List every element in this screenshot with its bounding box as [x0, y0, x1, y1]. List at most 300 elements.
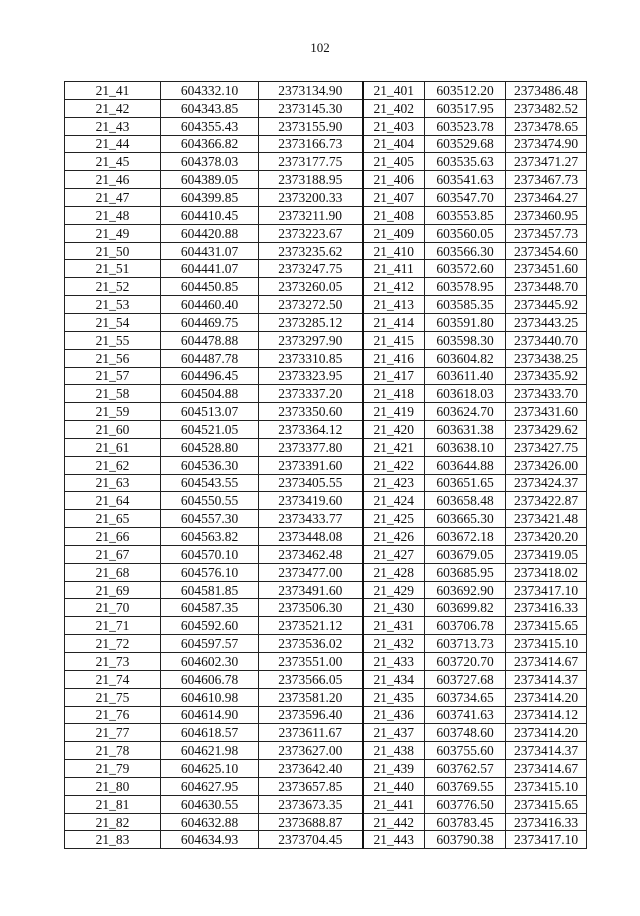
y-coordinate-right: 2373435.92 — [506, 367, 587, 385]
table-row — [65, 82, 587, 100]
x-coordinate-left: 604625.10 — [161, 760, 259, 778]
table-row — [65, 563, 587, 581]
point-id-right: 21_421 — [363, 438, 425, 456]
x-coordinate-left: 604478.88 — [161, 331, 259, 349]
y-coordinate-right: 2373424.37 — [506, 474, 587, 492]
x-coordinate-right: 603783.45 — [425, 813, 506, 831]
y-coordinate-left: 2373297.90 — [259, 331, 363, 349]
y-coordinate-right: 2373417.10 — [506, 581, 587, 599]
point-id-left: 21_60 — [65, 421, 161, 439]
x-coordinate-right: 603651.65 — [425, 474, 506, 492]
y-coordinate-left: 2373145.30 — [259, 99, 363, 117]
point-id-right: 21_435 — [363, 688, 425, 706]
x-coordinate-right: 603776.50 — [425, 795, 506, 813]
table-row — [65, 278, 587, 296]
y-coordinate-left: 2373536.02 — [259, 635, 363, 653]
point-id-right: 21_437 — [363, 724, 425, 742]
point-id-left: 21_45 — [65, 153, 161, 171]
x-coordinate-right: 603644.88 — [425, 456, 506, 474]
y-coordinate-right: 2373426.00 — [506, 456, 587, 474]
point-id-left: 21_66 — [65, 528, 161, 546]
point-id-left: 21_43 — [65, 117, 161, 135]
x-coordinate-right: 603553.85 — [425, 206, 506, 224]
point-id-right: 21_420 — [363, 421, 425, 439]
point-id-right: 21_403 — [363, 117, 425, 135]
y-coordinate-right: 2373467.73 — [506, 171, 587, 189]
y-coordinate-left: 2373285.12 — [259, 313, 363, 331]
y-coordinate-left: 2373551.00 — [259, 653, 363, 671]
y-coordinate-left: 2373521.12 — [259, 617, 363, 635]
x-coordinate-right: 603672.18 — [425, 528, 506, 546]
x-coordinate-right: 603547.70 — [425, 189, 506, 207]
point-id-right: 21_417 — [363, 367, 425, 385]
table-row — [65, 599, 587, 617]
y-coordinate-right: 2373414.37 — [506, 742, 587, 760]
y-coordinate-right: 2373421.48 — [506, 510, 587, 528]
x-coordinate-right: 603517.95 — [425, 99, 506, 117]
y-coordinate-right: 2373415.10 — [506, 635, 587, 653]
x-coordinate-left: 604563.82 — [161, 528, 259, 546]
x-coordinate-right: 603713.73 — [425, 635, 506, 653]
x-coordinate-left: 604521.05 — [161, 421, 259, 439]
x-coordinate-left: 604543.55 — [161, 474, 259, 492]
point-id-right: 21_424 — [363, 492, 425, 510]
y-coordinate-left: 2373673.35 — [259, 795, 363, 813]
y-coordinate-right: 2373482.52 — [506, 99, 587, 117]
point-id-left: 21_59 — [65, 403, 161, 421]
x-coordinate-right: 603685.95 — [425, 563, 506, 581]
x-coordinate-right: 603578.95 — [425, 278, 506, 296]
y-coordinate-left: 2373310.85 — [259, 349, 363, 367]
y-coordinate-right: 2373454.60 — [506, 242, 587, 260]
page-number: 102 — [310, 40, 330, 55]
point-id-left: 21_77 — [65, 724, 161, 742]
x-coordinate-right: 603720.70 — [425, 653, 506, 671]
y-coordinate-left: 2373448.08 — [259, 528, 363, 546]
point-id-right: 21_425 — [363, 510, 425, 528]
coordinates-table — [64, 81, 587, 849]
table-row — [65, 313, 587, 331]
table-row — [65, 171, 587, 189]
point-id-right: 21_401 — [363, 82, 425, 100]
x-coordinate-left: 604592.60 — [161, 617, 259, 635]
table-row — [65, 831, 587, 849]
point-id-left: 21_62 — [65, 456, 161, 474]
y-coordinate-right: 2373420.20 — [506, 528, 587, 546]
point-id-left: 21_69 — [65, 581, 161, 599]
y-coordinate-right: 2373474.90 — [506, 135, 587, 153]
x-coordinate-right: 603512.20 — [425, 82, 506, 100]
x-coordinate-right: 603692.90 — [425, 581, 506, 599]
point-id-left: 21_68 — [65, 563, 161, 581]
x-coordinate-right: 603741.63 — [425, 706, 506, 724]
point-id-right: 21_405 — [363, 153, 425, 171]
x-coordinate-left: 604630.55 — [161, 795, 259, 813]
y-coordinate-left: 2373391.60 — [259, 456, 363, 474]
y-coordinate-left: 2373247.75 — [259, 260, 363, 278]
point-id-right: 21_438 — [363, 742, 425, 760]
point-id-left: 21_71 — [65, 617, 161, 635]
y-coordinate-left: 2373323.95 — [259, 367, 363, 385]
point-id-right: 21_436 — [363, 706, 425, 724]
y-coordinate-right: 2373418.02 — [506, 563, 587, 581]
table-row — [65, 760, 587, 778]
x-coordinate-left: 604606.78 — [161, 670, 259, 688]
table-row — [65, 349, 587, 367]
x-coordinate-left: 604513.07 — [161, 403, 259, 421]
x-coordinate-left: 604634.93 — [161, 831, 259, 849]
table-row — [65, 331, 587, 349]
table-row — [65, 242, 587, 260]
point-id-right: 21_402 — [363, 99, 425, 117]
x-coordinate-left: 604450.85 — [161, 278, 259, 296]
y-coordinate-left: 2373491.60 — [259, 581, 363, 599]
x-coordinate-right: 603624.70 — [425, 403, 506, 421]
point-id-right: 21_404 — [363, 135, 425, 153]
point-id-left: 21_55 — [65, 331, 161, 349]
x-coordinate-left: 604378.03 — [161, 153, 259, 171]
point-id-right: 21_431 — [363, 617, 425, 635]
point-id-left: 21_61 — [65, 438, 161, 456]
x-coordinate-right: 603631.38 — [425, 421, 506, 439]
coordinates-table-body — [65, 82, 587, 849]
x-coordinate-right: 603769.55 — [425, 777, 506, 795]
table-row — [65, 153, 587, 171]
point-id-left: 21_52 — [65, 278, 161, 296]
x-coordinate-left: 604597.57 — [161, 635, 259, 653]
y-coordinate-left: 2373506.30 — [259, 599, 363, 617]
y-coordinate-right: 2373414.67 — [506, 760, 587, 778]
x-coordinate-left: 604389.05 — [161, 171, 259, 189]
y-coordinate-right: 2373416.33 — [506, 599, 587, 617]
y-coordinate-right: 2373414.20 — [506, 688, 587, 706]
y-coordinate-left: 2373260.05 — [259, 278, 363, 296]
y-coordinate-right: 2373440.70 — [506, 331, 587, 349]
table-row — [65, 724, 587, 742]
point-id-left: 21_57 — [65, 367, 161, 385]
y-coordinate-left: 2373581.20 — [259, 688, 363, 706]
y-coordinate-left: 2373704.45 — [259, 831, 363, 849]
x-coordinate-right: 603658.48 — [425, 492, 506, 510]
x-coordinate-right: 603572.60 — [425, 260, 506, 278]
x-coordinate-left: 604614.90 — [161, 706, 259, 724]
point-id-left: 21_75 — [65, 688, 161, 706]
table-row — [65, 474, 587, 492]
table-row — [65, 706, 587, 724]
y-coordinate-right: 2373431.60 — [506, 403, 587, 421]
x-coordinate-left: 604460.40 — [161, 296, 259, 314]
point-id-left: 21_56 — [65, 349, 161, 367]
point-id-left: 21_73 — [65, 653, 161, 671]
y-coordinate-right: 2373460.95 — [506, 206, 587, 224]
y-coordinate-right: 2373415.10 — [506, 777, 587, 795]
point-id-left: 21_83 — [65, 831, 161, 849]
y-coordinate-right: 2373429.62 — [506, 421, 587, 439]
point-id-right: 21_418 — [363, 385, 425, 403]
y-coordinate-right: 2373414.20 — [506, 724, 587, 742]
y-coordinate-right: 2373416.33 — [506, 813, 587, 831]
x-coordinate-left: 604621.98 — [161, 742, 259, 760]
table-row — [65, 99, 587, 117]
point-id-left: 21_81 — [65, 795, 161, 813]
x-coordinate-right: 603585.35 — [425, 296, 506, 314]
y-coordinate-right: 2373433.70 — [506, 385, 587, 403]
table-row — [65, 617, 587, 635]
point-id-left: 21_79 — [65, 760, 161, 778]
point-id-right: 21_406 — [363, 171, 425, 189]
point-id-right: 21_442 — [363, 813, 425, 831]
point-id-left: 21_47 — [65, 189, 161, 207]
y-coordinate-left: 2373405.55 — [259, 474, 363, 492]
y-coordinate-right: 2373448.70 — [506, 278, 587, 296]
x-coordinate-right: 603790.38 — [425, 831, 506, 849]
x-coordinate-left: 604487.78 — [161, 349, 259, 367]
x-coordinate-left: 604332.10 — [161, 82, 259, 100]
point-id-right: 21_413 — [363, 296, 425, 314]
y-coordinate-left: 2373419.60 — [259, 492, 363, 510]
x-coordinate-right: 603591.80 — [425, 313, 506, 331]
point-id-left: 21_67 — [65, 545, 161, 563]
y-coordinate-right: 2373438.25 — [506, 349, 587, 367]
table-row — [65, 742, 587, 760]
y-coordinate-left: 2373211.90 — [259, 206, 363, 224]
point-id-right: 21_422 — [363, 456, 425, 474]
point-id-left: 21_54 — [65, 313, 161, 331]
table-row — [65, 777, 587, 795]
y-coordinate-left: 2373235.62 — [259, 242, 363, 260]
table-row — [65, 135, 587, 153]
x-coordinate-right: 603541.63 — [425, 171, 506, 189]
y-coordinate-right: 2373422.87 — [506, 492, 587, 510]
x-coordinate-right: 603604.82 — [425, 349, 506, 367]
x-coordinate-left: 604420.88 — [161, 224, 259, 242]
x-coordinate-right: 603523.78 — [425, 117, 506, 135]
point-id-left: 21_42 — [65, 99, 161, 117]
y-coordinate-left: 2373627.00 — [259, 742, 363, 760]
point-id-right: 21_414 — [363, 313, 425, 331]
point-id-left: 21_82 — [65, 813, 161, 831]
y-coordinate-left: 2373611.67 — [259, 724, 363, 742]
point-id-right: 21_430 — [363, 599, 425, 617]
y-coordinate-right: 2373486.48 — [506, 82, 587, 100]
x-coordinate-left: 604570.10 — [161, 545, 259, 563]
point-id-left: 21_41 — [65, 82, 161, 100]
point-id-left: 21_80 — [65, 777, 161, 795]
y-coordinate-right: 2373443.25 — [506, 313, 587, 331]
table-row — [65, 528, 587, 546]
point-id-right: 21_441 — [363, 795, 425, 813]
y-coordinate-left: 2373642.40 — [259, 760, 363, 778]
point-id-right: 21_419 — [363, 403, 425, 421]
y-coordinate-left: 2373596.40 — [259, 706, 363, 724]
x-coordinate-left: 604550.55 — [161, 492, 259, 510]
y-coordinate-right: 2373464.27 — [506, 189, 587, 207]
y-coordinate-right: 2373414.67 — [506, 653, 587, 671]
y-coordinate-right: 2373414.12 — [506, 706, 587, 724]
x-coordinate-left: 604469.75 — [161, 313, 259, 331]
point-id-left: 21_46 — [65, 171, 161, 189]
x-coordinate-left: 604496.45 — [161, 367, 259, 385]
x-coordinate-left: 604355.43 — [161, 117, 259, 135]
x-coordinate-left: 604366.82 — [161, 135, 259, 153]
point-id-right: 21_432 — [363, 635, 425, 653]
x-coordinate-right: 603699.82 — [425, 599, 506, 617]
point-id-right: 21_428 — [363, 563, 425, 581]
x-coordinate-left: 604581.85 — [161, 581, 259, 599]
x-coordinate-left: 604536.30 — [161, 456, 259, 474]
y-coordinate-left: 2373166.73 — [259, 135, 363, 153]
x-coordinate-left: 604528.80 — [161, 438, 259, 456]
point-id-left: 21_53 — [65, 296, 161, 314]
x-coordinate-left: 604618.57 — [161, 724, 259, 742]
x-coordinate-right: 603535.63 — [425, 153, 506, 171]
point-id-right: 21_407 — [363, 189, 425, 207]
point-id-right: 21_440 — [363, 777, 425, 795]
y-coordinate-right: 2373427.75 — [506, 438, 587, 456]
y-coordinate-left: 2373566.05 — [259, 670, 363, 688]
point-id-right: 21_409 — [363, 224, 425, 242]
table-row — [65, 635, 587, 653]
table-row — [65, 438, 587, 456]
y-coordinate-left: 2373188.95 — [259, 171, 363, 189]
y-coordinate-right: 2373417.10 — [506, 831, 587, 849]
table-row — [65, 492, 587, 510]
point-id-left: 21_63 — [65, 474, 161, 492]
y-coordinate-right: 2373419.05 — [506, 545, 587, 563]
point-id-right: 21_416 — [363, 349, 425, 367]
y-coordinate-right: 2373471.27 — [506, 153, 587, 171]
x-coordinate-right: 603727.68 — [425, 670, 506, 688]
point-id-right: 21_412 — [363, 278, 425, 296]
x-coordinate-right: 603748.60 — [425, 724, 506, 742]
point-id-right: 21_443 — [363, 831, 425, 849]
table-row — [65, 117, 587, 135]
x-coordinate-left: 604576.10 — [161, 563, 259, 581]
x-coordinate-left: 604610.98 — [161, 688, 259, 706]
x-coordinate-left: 604431.07 — [161, 242, 259, 260]
y-coordinate-left: 2373350.60 — [259, 403, 363, 421]
x-coordinate-left: 604441.07 — [161, 260, 259, 278]
y-coordinate-left: 2373477.00 — [259, 563, 363, 581]
table-row — [65, 670, 587, 688]
point-id-left: 21_49 — [65, 224, 161, 242]
point-id-left: 21_74 — [65, 670, 161, 688]
table-row — [65, 403, 587, 421]
x-coordinate-right: 603755.60 — [425, 742, 506, 760]
table-row — [65, 510, 587, 528]
point-id-right: 21_427 — [363, 545, 425, 563]
point-id-left: 21_72 — [65, 635, 161, 653]
y-coordinate-right: 2373415.65 — [506, 795, 587, 813]
x-coordinate-right: 603598.30 — [425, 331, 506, 349]
x-coordinate-right: 603665.30 — [425, 510, 506, 528]
x-coordinate-right: 603566.30 — [425, 242, 506, 260]
y-coordinate-left: 2373134.90 — [259, 82, 363, 100]
y-coordinate-left: 2373200.33 — [259, 189, 363, 207]
point-id-right: 21_429 — [363, 581, 425, 599]
table-row — [65, 189, 587, 207]
point-id-right: 21_434 — [363, 670, 425, 688]
table-row — [65, 545, 587, 563]
y-coordinate-left: 2373177.75 — [259, 153, 363, 171]
table-row — [65, 456, 587, 474]
point-id-right: 21_433 — [363, 653, 425, 671]
x-coordinate-left: 604343.85 — [161, 99, 259, 117]
x-coordinate-right: 603529.68 — [425, 135, 506, 153]
y-coordinate-right: 2373445.92 — [506, 296, 587, 314]
y-coordinate-left: 2373377.80 — [259, 438, 363, 456]
x-coordinate-left: 604587.35 — [161, 599, 259, 617]
y-coordinate-right: 2373415.65 — [506, 617, 587, 635]
point-id-right: 21_411 — [363, 260, 425, 278]
point-id-left: 21_50 — [65, 242, 161, 260]
point-id-left: 21_48 — [65, 206, 161, 224]
table-row — [65, 296, 587, 314]
y-coordinate-left: 2373462.48 — [259, 545, 363, 563]
table-row — [65, 224, 587, 242]
point-id-right: 21_439 — [363, 760, 425, 778]
point-id-right: 21_426 — [363, 528, 425, 546]
x-coordinate-right: 603762.57 — [425, 760, 506, 778]
table-row — [65, 653, 587, 671]
x-coordinate-right: 603611.40 — [425, 367, 506, 385]
table-row — [65, 367, 587, 385]
y-coordinate-left: 2373688.87 — [259, 813, 363, 831]
y-coordinate-left: 2373657.85 — [259, 777, 363, 795]
point-id-left: 21_76 — [65, 706, 161, 724]
x-coordinate-left: 604557.30 — [161, 510, 259, 528]
x-coordinate-right: 603734.65 — [425, 688, 506, 706]
point-id-right: 21_410 — [363, 242, 425, 260]
x-coordinate-left: 604399.85 — [161, 189, 259, 207]
y-coordinate-right: 2373478.65 — [506, 117, 587, 135]
x-coordinate-left: 604602.30 — [161, 653, 259, 671]
y-coordinate-left: 2373337.20 — [259, 385, 363, 403]
x-coordinate-right: 603560.05 — [425, 224, 506, 242]
y-coordinate-left: 2373364.12 — [259, 421, 363, 439]
point-id-left: 21_78 — [65, 742, 161, 760]
point-id-right: 21_408 — [363, 206, 425, 224]
table-row — [65, 795, 587, 813]
y-coordinate-right: 2373414.37 — [506, 670, 587, 688]
table-row — [65, 581, 587, 599]
point-id-left: 21_58 — [65, 385, 161, 403]
x-coordinate-left: 604504.88 — [161, 385, 259, 403]
table-row — [65, 385, 587, 403]
point-id-left: 21_51 — [65, 260, 161, 278]
x-coordinate-left: 604410.45 — [161, 206, 259, 224]
x-coordinate-left: 604632.88 — [161, 813, 259, 831]
x-coordinate-right: 603706.78 — [425, 617, 506, 635]
point-id-left: 21_70 — [65, 599, 161, 617]
table-row — [65, 421, 587, 439]
table-row — [65, 813, 587, 831]
point-id-right: 21_415 — [363, 331, 425, 349]
x-coordinate-left: 604627.95 — [161, 777, 259, 795]
x-coordinate-right: 603679.05 — [425, 545, 506, 563]
point-id-left: 21_64 — [65, 492, 161, 510]
y-coordinate-left: 2373272.50 — [259, 296, 363, 314]
y-coordinate-left: 2373433.77 — [259, 510, 363, 528]
y-coordinate-right: 2373451.60 — [506, 260, 587, 278]
y-coordinate-left: 2373155.90 — [259, 117, 363, 135]
x-coordinate-right: 603638.10 — [425, 438, 506, 456]
table-row — [65, 688, 587, 706]
y-coordinate-right: 2373457.73 — [506, 224, 587, 242]
y-coordinate-left: 2373223.67 — [259, 224, 363, 242]
point-id-right: 21_423 — [363, 474, 425, 492]
point-id-left: 21_44 — [65, 135, 161, 153]
